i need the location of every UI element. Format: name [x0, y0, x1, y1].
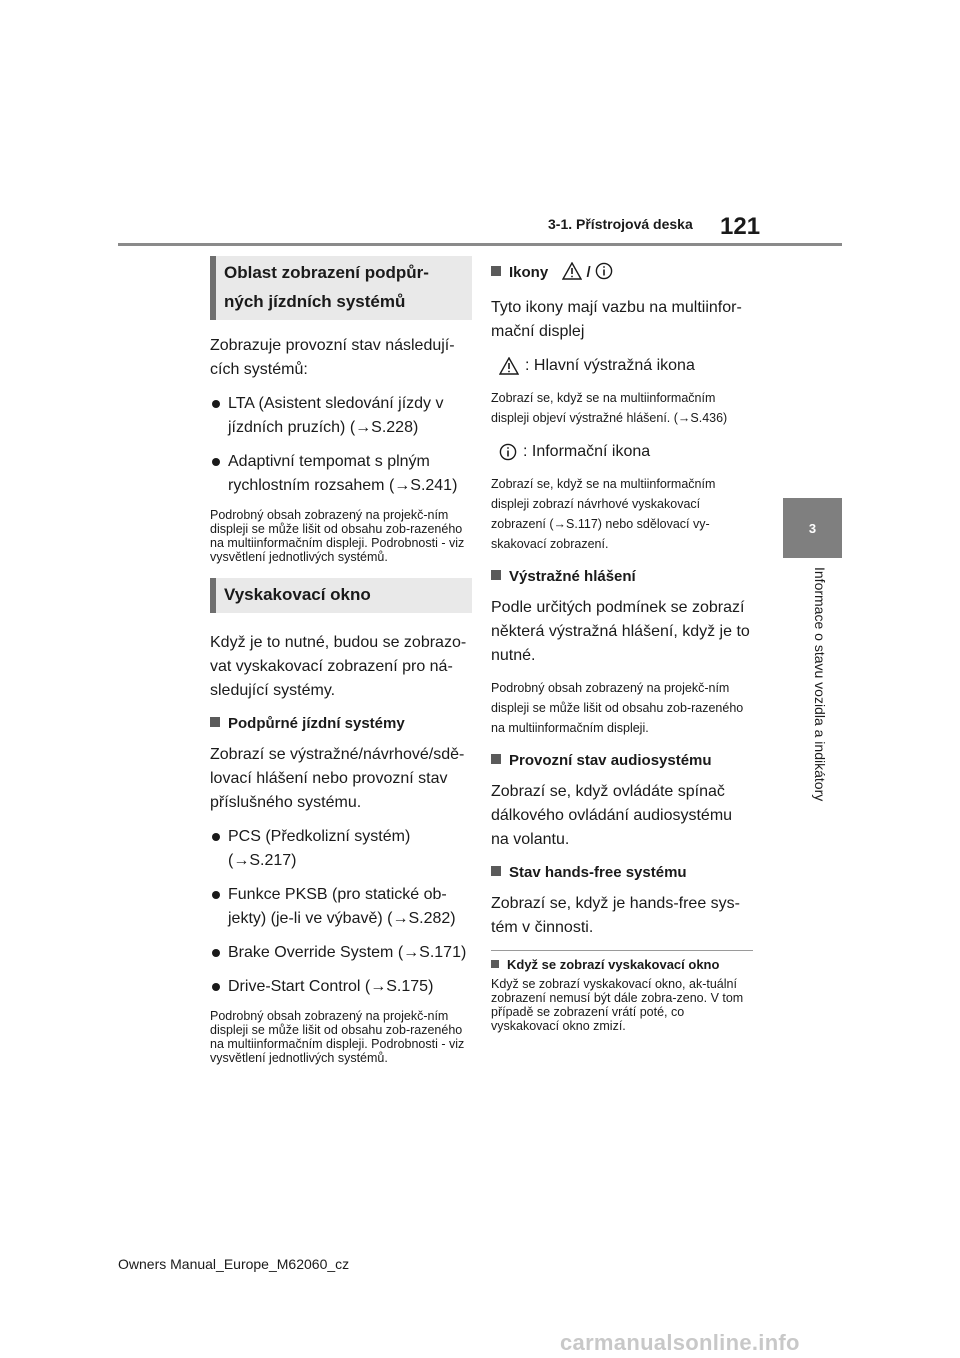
subheading-text: Výstražné hlášení [509, 568, 636, 585]
section-heading-support-systems [210, 256, 472, 320]
intro-text: Zobrazuje provozní stav následují-cích systémů: [210, 337, 455, 378]
subheading-text: Stav hands-free systému [509, 864, 687, 881]
info-icon-label: : Informační ikona [523, 443, 651, 460]
square-bullet-icon [491, 570, 501, 580]
popup-intro: Když je to nutné, budou se zobrazo-vat vyskakovací zobrazení pro ná-sledující systémy. [210, 634, 467, 699]
warning-triangle-icon [562, 262, 582, 280]
note-text: Když se zobrazí vyskakovací okno, ak-tuální zobrazení nemusí být dále zobra-zeno. V tom případě se zobrazení vrátí poté, co vyskakovací okno zmizí. [491, 977, 744, 1033]
subheading [491, 262, 753, 284]
page-number: 121 [720, 213, 761, 240]
note-text: Podrobný obsah zobrazený na projekč-ním displeji se může lišit od obsahu zob-razeného na multiinformačním displeji. Podrobnosti - viz vysvětlení jednotlivých systémů. [210, 508, 465, 564]
square-bullet-icon [491, 266, 501, 276]
bullet-item: LTA (Asistent sledování jízdy v jízdních pruzích) (→S.228) [210, 392, 472, 440]
note-heading [491, 957, 753, 973]
subheading-body: Zobrazí se výstražné/návrhové/sdě-lovací hlášení nebo provozní stav příslušného systému. [210, 746, 465, 811]
subheading-text: Ikony [509, 264, 549, 281]
info-circle-icon [499, 443, 517, 461]
info-circle-icon [595, 262, 613, 280]
info-note: Zobrazí se, když se na multiinformačním displeji zobrazí návrhové vyskakovací zobrazení (→S.117) nebo sdělovací vy-skakovací zobrazení. [491, 477, 716, 551]
subheading [210, 713, 472, 735]
chapter-tab: 3 [783, 498, 842, 558]
warning-icon-line [499, 354, 753, 378]
bullet-item: Adaptivní tempomat s plným rychlostním rozsahem (→S.241) [210, 450, 472, 498]
bullet-item: Brake Override System (→S.171) [210, 941, 472, 965]
subheading [491, 862, 753, 884]
footer-text: Owners Manual_Europe_M62060_cz [118, 1256, 350, 1272]
heading-line-2: ných jízdních systémů [224, 292, 406, 311]
chapter-title-text: Informace o stavu vozidla a indikátory [812, 567, 828, 802]
square-bullet-icon [491, 754, 501, 764]
bullet-item: Funkce PKSB (pro statické ob-jekty) (je-li ve výbavě) (→S.282) [210, 883, 472, 931]
subheading-body: Podle určitých podmínek se zobrazí některá výstražná hlášení, když je to nutné. [491, 599, 750, 664]
note-divider [491, 950, 753, 951]
bullet-item: Drive-Start Control (→S.175) [210, 975, 472, 999]
warning-note: Zobrazí se, když se na multiinformačním displeji objeví výstražné hlášení. (→S.436) [491, 391, 728, 425]
heading-line-1: Oblast zobrazení podpůr- [224, 263, 429, 282]
watermark: carmanualsonline.info [560, 1330, 800, 1355]
left-column [210, 256, 472, 1079]
info-icon-line [499, 440, 753, 464]
note-heading-text: Když se zobrazí vyskakovací okno [507, 957, 720, 972]
section-title: 3-1. Přístrojová deska [548, 216, 693, 232]
square-bullet-icon [210, 717, 220, 727]
subheading-body: Zobrazí se, když je hands-free sys-tém v činnosti. [491, 895, 740, 936]
note-text: Podrobný obsah zobrazený na projekč-ním displeji se může lišit od obsahu zob-razeného na multiinformačním displeji. [491, 681, 744, 735]
square-bullet-icon [491, 866, 501, 876]
icon-separator: / [586, 264, 591, 281]
chapter-title [808, 567, 828, 827]
heading-text: Vyskakovací okno [224, 585, 371, 604]
subheading [491, 566, 753, 588]
subheading-text: Podpůrné jízdní systémy [228, 715, 405, 732]
right-column [491, 256, 753, 1047]
header-divider [118, 243, 842, 246]
square-bullet-icon [491, 960, 499, 968]
bullet-item: PCS (Předkolizní systém) (→S.217) [210, 825, 472, 873]
warning-icon-label: : Hlavní výstražná ikona [525, 357, 695, 374]
warning-triangle-icon [499, 357, 519, 375]
icons-text: Tyto ikony mají vazbu na multiinfor-mační displej [491, 299, 742, 340]
note-text: Podrobný obsah zobrazený na projekč-ním displeji se může lišit od obsahu zob-razeného na multiinformačním displeji. Podrobnosti - viz vysvětlení jednotlivých systémů. [210, 1009, 465, 1065]
section-heading-popup [210, 578, 472, 613]
subheading-body: Zobrazí se, když ovládáte spínač dálkového ovládání audiosystému na volantu. [491, 783, 733, 848]
subheading [491, 750, 753, 772]
subheading-text: Provozní stav audiosystému [509, 752, 712, 769]
